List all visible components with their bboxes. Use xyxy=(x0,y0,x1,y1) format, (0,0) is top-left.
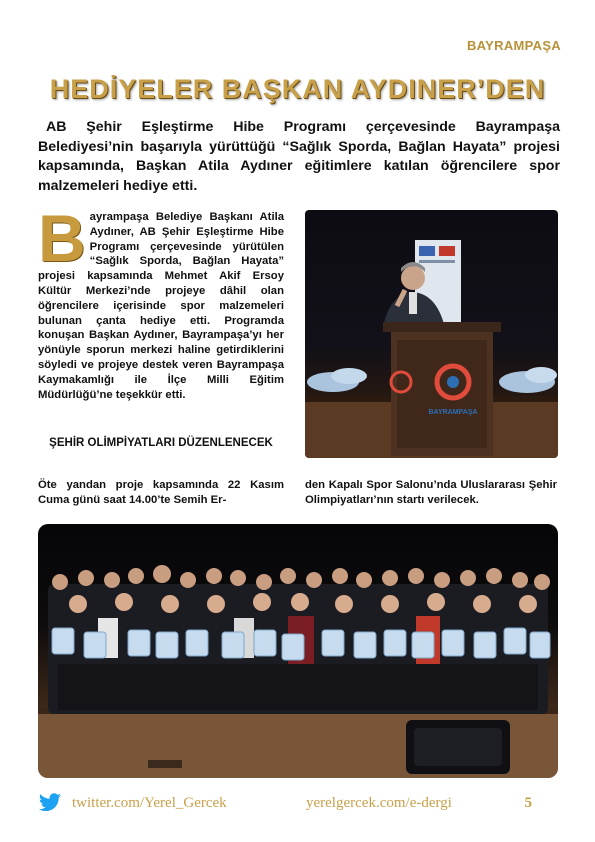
group-photo-illustration xyxy=(38,524,558,778)
article-subhead: ŞEHİR OLİMPİYATLARI DÜZENLENECEK xyxy=(49,437,273,449)
drop-cap: B xyxy=(38,201,86,275)
article-body-second-a: Öte yandan proje kapsamında 22 Kasım Cuma günü saat 14.00’te Semih Er- xyxy=(38,479,284,506)
website-link[interactable]: yerelgercek.com/e-dergi xyxy=(306,795,452,811)
article-body-first-text: ayrampaşa Belediye Başkanı Atila Aydıner, AB Şehir Eşleştirme Hibe Programı çerçevesinde yürütülen “Sağlık Sporda, Bağlan Hayata” projesi kapsamında Mehmet Akif Ersoy Kültür Merkezi’nde projeye dâhil olan öğrencilere içerisinde spor malzemeleri bulunan çanta hediye etti. Programda konuşan Başkan Aydıner, Bayrampaşa’yı her yönüyle sporun merkezi haline getirdiklerini söyledi ve projeye destek veren Bayrampaşa Kaymakamlığı ile İlçe Milli Eğitim Müdürlüğü’ne teşekkür etti. xyxy=(38,211,284,401)
article-body-first xyxy=(38,201,284,402)
article-lead: AB Şehir Eşleştirme Hibe Programı çerçevesinde Bayrampaşa Belediyesi’nin başarıyla yürüttüğü “Sağlık Sporda, Bağlan Hayata” projesi kapsamında, Başkan Atila Aydıner eğitimlere katılan öğrencilere spor malzemeleri hediye etti. xyxy=(38,119,560,194)
podium-photo xyxy=(305,210,558,458)
page-number: 5 xyxy=(524,795,532,811)
page-footer xyxy=(38,793,558,815)
podium-banner-text: BAYRAMPAŞA xyxy=(428,409,478,416)
article-headline: HEDİYELER BAŞKAN AYDINER’DEN xyxy=(49,74,546,104)
group-photo xyxy=(38,524,558,778)
twitter-bird-icon xyxy=(38,793,62,818)
article-body-second-b: den Kapalı Spor Salonu’nda Uluslararası Şehir Olimpiyatları’nın startı verilecek. xyxy=(305,479,557,506)
twitter-handle[interactable]: twitter.com/Yerel_Gercek xyxy=(72,795,227,811)
magazine-brand: BAYRAMPAŞA xyxy=(466,38,561,53)
podium-photo-illustration xyxy=(305,210,558,458)
